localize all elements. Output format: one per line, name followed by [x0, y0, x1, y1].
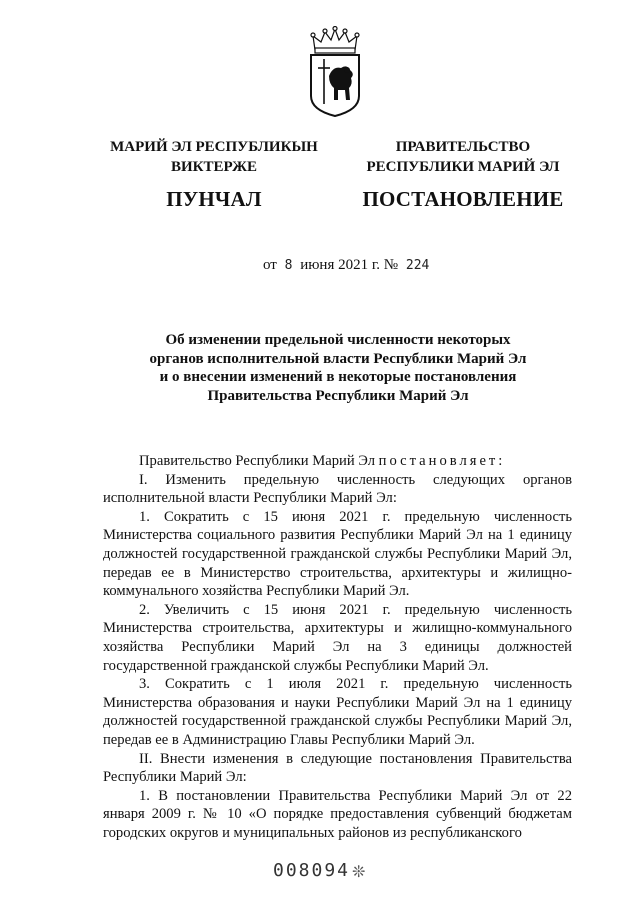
date-prefix: от [263, 257, 277, 273]
header-left-line1: МАРИЙ ЭЛ РЕСПУБЛИКЫН [110, 139, 318, 155]
title-line: Правительства Республики Марий Эл [207, 387, 469, 404]
header-left-line2: ВИКТЕРЖЕ [170, 159, 258, 175]
document-title [100, 331, 576, 405]
header-left-doc-type: ПУНЧАЛ [166, 187, 262, 211]
paragraph: 2. Увеличить с 15 июня 2021 г. предельную численность Министерства строительства, архитектуры и жилищно-коммунального хозяйства Республики Марий Эл на 3 единицы должностей государственной гражданской службы Республики Марий Эл. [103, 601, 572, 674]
coat-of-arms-bear-icon [303, 26, 367, 118]
paragraph: II. Внести изменения в следующие постановления Правительства Республики Марий Эл: [103, 750, 572, 786]
paragraph: 3. Сократить с 1 июля 2021 г. предельную численность Министерства образования и науки Республики Марий Эл на 1 единицу должностей государственной гражданской службы Республики Марий Эл, передав ее в Администрацию Главы Республики Марий Эл. [103, 676, 572, 748]
document-body [103, 452, 572, 842]
title-line: органов исполнительной власти Республики Марий Эл [149, 350, 527, 367]
date-day: 8 [284, 258, 293, 273]
preamble-verb: постановляет: [378, 453, 506, 469]
paragraph: 1. Сократить с 15 июня 2021 г. предельную численность Министерства социального развития Республики Марий Эл на 1 единицу должностей государственной гражданской службы Республики Марий Эл, передав ее в Министерство строительства, архитектуры и жилищно-коммунального хозяйства Республики Марий Эл. [103, 508, 572, 600]
preamble-subject: Правительство Республики Марий Эл [139, 453, 376, 469]
title-line: Об изменении предельной численности некоторых [165, 332, 511, 348]
header-left [96, 137, 332, 209]
paragraph: I. Изменить предельную численность следующих органов исполнительной власти Республики Марий Эл: [103, 471, 572, 507]
document-number: 224 [405, 258, 430, 273]
date-month-year: июня 2021 г. № [300, 257, 399, 273]
header-right [356, 137, 570, 209]
header-right-line1: ПРАВИТЕЛЬСТВО [395, 139, 531, 155]
paragraph: 1. В постановлении Правительства Республики Марий Эл от 22 января 2009 г. № 10 «О порядке предоставления субвенций бюджетам городских округов и муниципальных районов из республиканского [103, 787, 572, 841]
document-date-line [263, 257, 433, 274]
preamble [103, 452, 572, 471]
serial-mark-icon: ❊ [352, 864, 366, 881]
header-right-doc-type: ПОСТАНОВЛЕНИЕ [362, 187, 564, 211]
serial-number: 008094 [273, 860, 351, 881]
title-line: и о внесении изменений в некоторые постановления [159, 369, 517, 385]
header-right-line2: РЕСПУБЛИКИ МАРИЙ ЭЛ [366, 159, 560, 175]
